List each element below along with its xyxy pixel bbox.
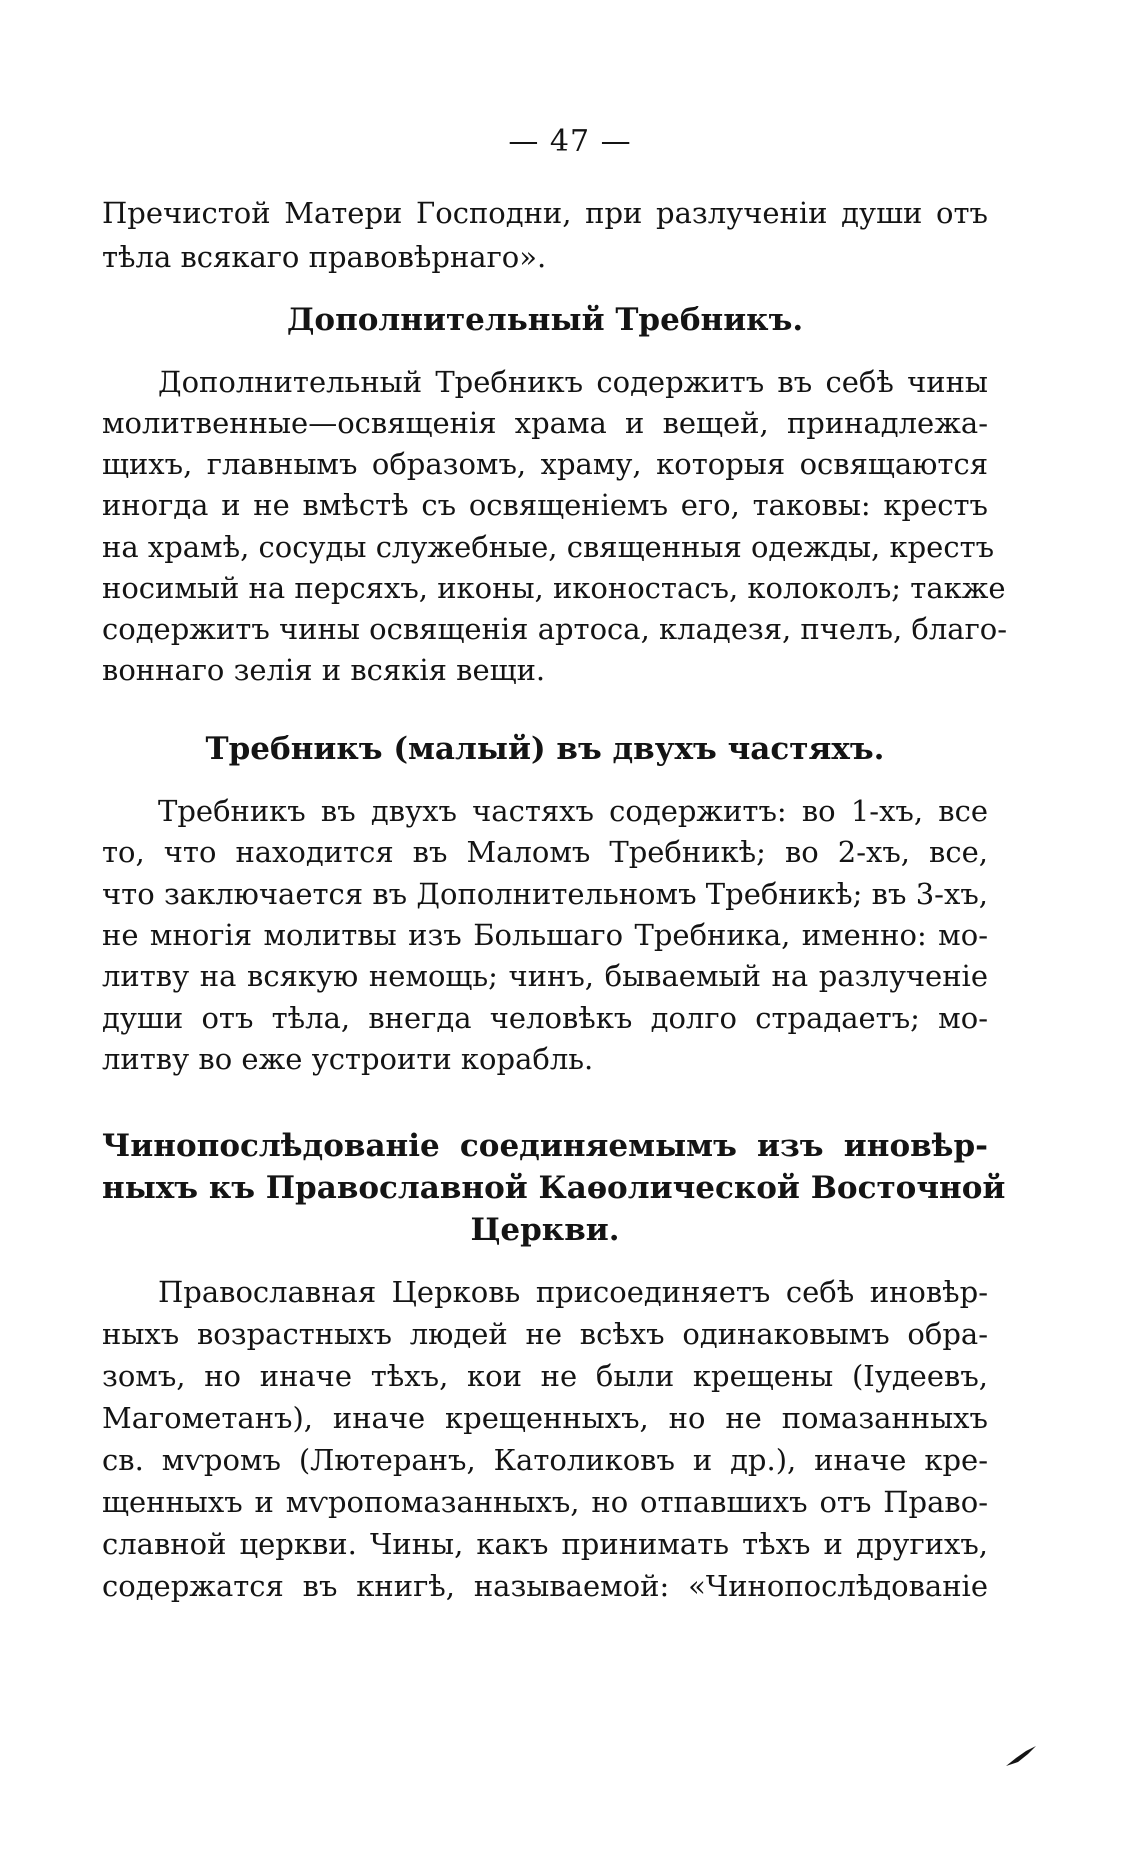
paragraph-line: то, что находится въ Маломъ Требникѣ; во 2-хъ, все, xyxy=(102,835,988,869)
paragraph-line: Православная Церковь присоединяетъ себѣ иновѣр- xyxy=(158,1275,988,1309)
paragraph-line: св. мѵромъ (Лютеранъ, Католиковъ и др.), иначе кре- xyxy=(102,1443,988,1477)
paragraph-line: ныхъ возрастныхъ людей не всѣхъ одинаковымъ обра- xyxy=(102,1317,988,1351)
page-number: — 47 — xyxy=(508,124,632,159)
paragraph-line: Требникъ въ двухъ частяхъ содержитъ: во 1-хъ, все xyxy=(158,794,988,828)
paragraph-line: воннаго зелія и всякія вещи. xyxy=(102,653,546,687)
paragraph-line: на храмѣ, сосуды служебные, священныя одежды, крестъ xyxy=(102,530,995,564)
intro-line: тѣла всякаго правовѣрнаго». xyxy=(102,240,547,274)
paragraph-line: щихъ, главнымъ образомъ, храму, которыя освящаются xyxy=(102,447,988,481)
paragraph-line: носимый на персяхъ, иконы, иконостасъ, колоколъ; также xyxy=(102,571,1006,605)
paragraph-line: не многія молитвы изъ Большаго Требника, именно: мо- xyxy=(102,918,988,952)
paragraph-line: славной церкви. Чины, какъ принимать тѣхъ и другихъ, xyxy=(102,1527,988,1561)
paragraph-line: зомъ, но иначе тѣхъ, кои не были крещены (Іудеевъ, xyxy=(102,1359,988,1393)
section-heading: Требникъ (малый) въ двухъ частяхъ. xyxy=(205,731,885,767)
paragraph-line: молитвенные—освященія храма и вещей, принадлежа- xyxy=(102,406,988,440)
paragraph-line: содержитъ чины освященія артоса, кладезя, пчелъ, благо- xyxy=(102,612,1008,646)
paragraph-line: Магометанъ), иначе крещенныхъ, но не помазанныхъ xyxy=(102,1401,988,1435)
paragraph-line: иногда и не вмѣстѣ съ освященіемъ его, таковы: крестъ xyxy=(102,488,988,522)
paragraph-line: литву во еже устроити корабль. xyxy=(102,1042,594,1076)
paragraph-line: что заключается въ Дополнительномъ Требникѣ; въ 3-хъ, xyxy=(102,877,988,911)
paragraph-line: щенныхъ и мѵропомазанныхъ, но отпавшихъ отъ Право- xyxy=(102,1485,988,1519)
intro-line: Пречистой Матери Господни, при разлученіи души отъ xyxy=(102,196,988,230)
section-heading: Дополнительный Требникъ. xyxy=(286,302,804,338)
paragraph-line: души отъ тѣла, внегда человѣкъ долго страдаетъ; мо- xyxy=(102,1001,988,1035)
section-heading: Чинопослѣдованіе соединяемымъ изъ иновѣр- xyxy=(102,1128,988,1164)
section-heading: ныхъ къ Православной Каѳолической Восточной xyxy=(102,1170,1006,1206)
paragraph-line: содержатся въ книгѣ, называемой: «Чинопослѣдованіе xyxy=(102,1569,988,1603)
paragraph-line: Дополнительный Требникъ содержитъ въ себѣ чины xyxy=(158,365,988,399)
section-heading: Церкви. xyxy=(470,1212,620,1248)
pen-mark-icon xyxy=(1002,1742,1042,1772)
paragraph-line: литву на всякую немощь; чинъ, бываемый на разлученіе xyxy=(102,959,988,993)
